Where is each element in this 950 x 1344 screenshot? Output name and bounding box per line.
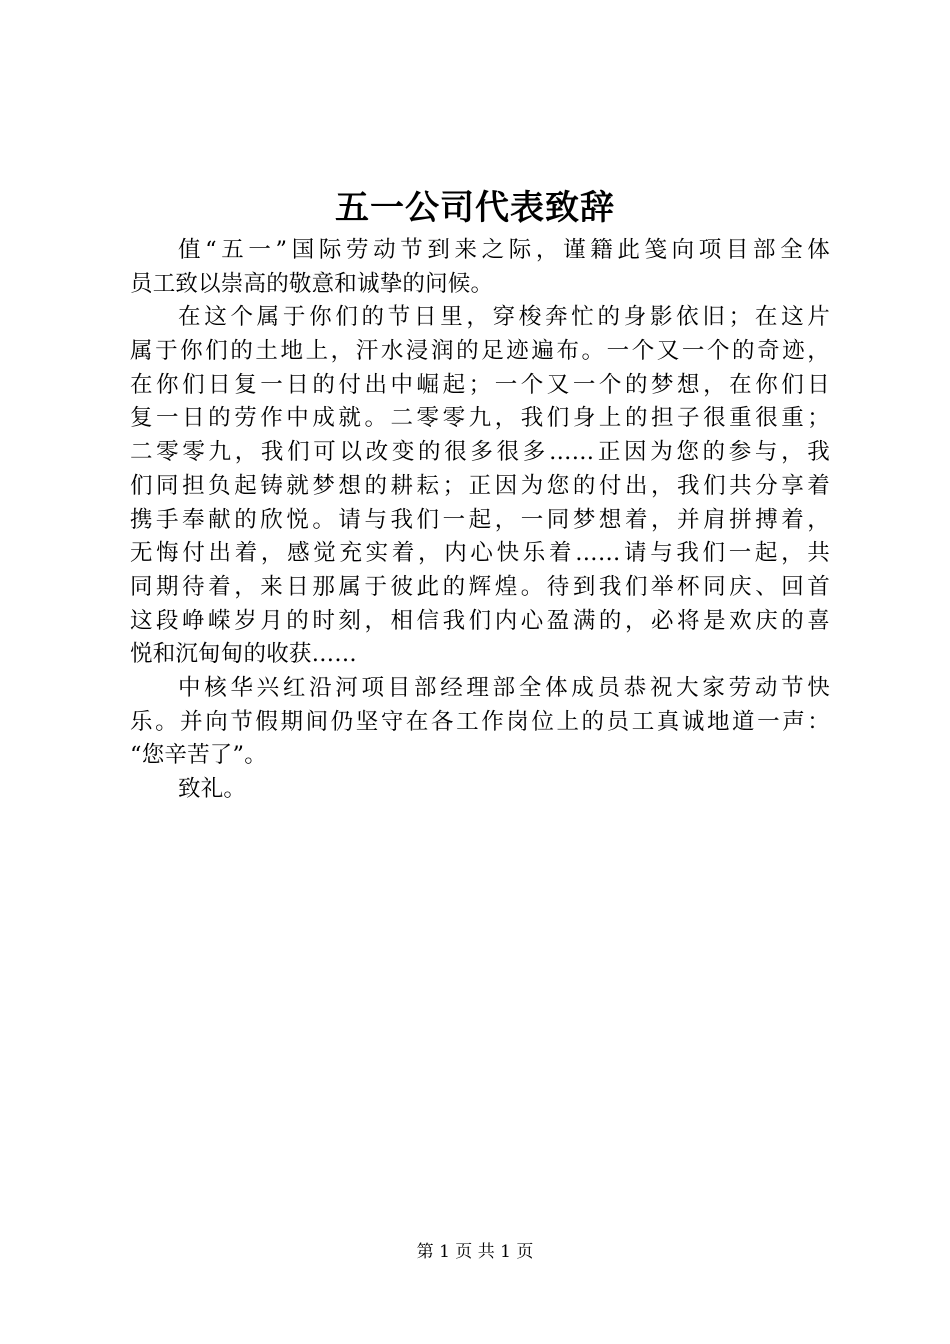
body-line: 二零零九，我们可以改变的很多很多……正因为您的参与，我 bbox=[130, 439, 830, 466]
body-line: 这段峥嵘岁月的时刻，相信我们内心盈满的，必将是欢庆的喜 bbox=[130, 607, 830, 634]
body-line: 复一日的劳作中成就。二零零九，我们身上的担子很重很重； bbox=[130, 405, 830, 432]
body-line: 在你们日复一日的付出中崛起；一个又一个的梦想，在你们日 bbox=[130, 371, 830, 398]
document-body bbox=[130, 234, 830, 807]
body-line: 致礼。 bbox=[178, 776, 247, 802]
body-line: 属于你们的土地上，汗水浸润的足迹遍布。一个又一个的奇迹， bbox=[130, 338, 830, 365]
body-line: 们同担负起铸就梦想的耕耘；正因为您的付出，我们共分享着 bbox=[130, 472, 830, 499]
body-line: 悦和沉甸甸的收获…… bbox=[130, 641, 358, 668]
body-line: “您辛苦了”。 bbox=[130, 742, 267, 769]
body-line: 中核华兴红沿河项目部经理部全体成员恭祝大家劳动节快 bbox=[178, 674, 830, 701]
body-line: 在这个属于你们的节日里，穿梭奔忙的身影依旧；在这片 bbox=[178, 304, 830, 331]
body-line: 值“五一”国际劳动节到来之际，谨籍此笺向项目部全体 bbox=[178, 237, 830, 263]
body-line: 携手奉献的欣悦。请与我们一起，一同梦想着，并肩拼搏着， bbox=[130, 506, 830, 533]
page-footer: 第 1 页 共 1 页 bbox=[416, 1242, 534, 1262]
body-line: 无悔付出着，感觉充实着，内心快乐着……请与我们一起，共 bbox=[130, 540, 830, 567]
document-title: 五一公司代表致辞 bbox=[335, 188, 615, 228]
body-line: 同期待着，来日那属于彼此的辉煌。待到我们举杯同庆、回首 bbox=[130, 573, 830, 600]
body-line: 员工致以崇高的敬意和诚挚的问候。 bbox=[130, 270, 494, 297]
body-line: 乐。并向节假期间仍坚守在各工作岗位上的员工真诚地道一声： bbox=[130, 708, 830, 735]
